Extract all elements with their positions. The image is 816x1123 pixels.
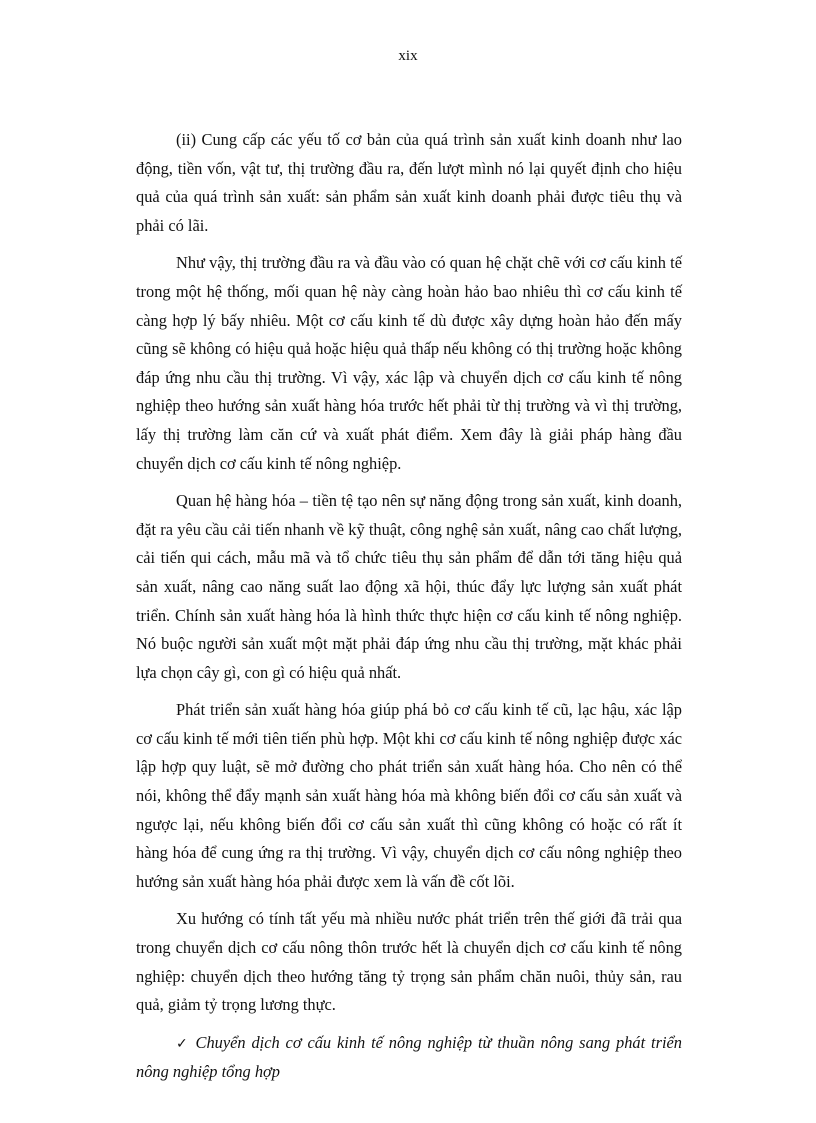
paragraph: (ii) Cung cấp các yếu tố cơ bản của quá trình sản xuất kinh doanh như lao động, tiền vốn, vật tư, thị trường đầu ra, đến lượt mình nó lại quyết định cho hiệu quả của quá trình sản xuất: sản phẩm sản xuất kinh doanh phải được tiêu thụ và phải có lãi. [136, 130, 682, 235]
section-subheading [136, 1029, 682, 1087]
paragraph: Phát triển sản xuất hàng hóa giúp phá bỏ cơ cấu kinh tế cũ, lạc hậu, xác lập cơ cấu kinh tế mới tiên tiến phù hợp. Một khi cơ cấu kinh tế nông nghiệp được xác lập hợp quy luật, sẽ mở đường cho phát triển sản xuất hàng hóa. Cho nên có thể nói, không thể đẩy mạnh sản xuất hàng hóa mà không biến đổi cơ cấu sản xuất và ngược lại, nếu không biến đổi cơ cấu sản xuất thì cũng không có hoặc có rất ít hàng hóa để cung ứng ra thị trường. Vì vậy, chuyển dịch cơ cấu nông nghiệp theo hướng sản xuất hàng hóa phải được xem là vấn đề cốt lõi. [136, 700, 682, 891]
paragraph: Như vậy, thị trường đầu ra và đầu vào có quan hệ chặt chẽ với cơ cấu kinh tế trong một hệ thống, mối quan hệ này càng hoàn hảo bao nhiêu thì cơ cấu kinh tế càng hợp lý bấy nhiêu. Một cơ cấu kinh tế dù được xây dựng hoàn hảo đến mấy cũng sẽ không có hiệu quả hoặc hiệu quả thấp nếu không có thị trường hoặc không đáp ứng nhu cầu thị trường. Vì vậy, xác lập và chuyển dịch cơ cấu kinh tế nông nghiệp theo hướng sản xuất hàng hóa trước hết phải từ thị trường và vì thị trường, lấy thị trường làm căn cứ và xuất phát điểm. Xem đây là giải pháp hàng đầu chuyển dịch cơ cấu kinh tế nông nghiệp. [136, 253, 682, 473]
paragraph: Quan hệ hàng hóa – tiền tệ tạo nên sự năng động trong sản xuất, kinh doanh, đặt ra yêu cầu cải tiến nhanh về kỹ thuật, công nghệ sản xuất, nâng cao chất lượng, cải tiến qui cách, mẫu mã và tổ chức tiêu thụ sản phẩm để dẫn tới tăng hiệu quả sản xuất, nâng cao năng suất lao động xã hội, thúc đẩy lực lượng sản xuất phát triển. Chính sản xuất hàng hóa là hình thức thực hiện cơ cấu kinh tế nông nghiệp. Nó buộc người sản xuất một mặt phải đáp ứng nhu cầu thị trường, mặt khác phải lựa chọn cây gì, con gì có hiệu quả nhất. [136, 491, 682, 682]
check-icon: ✓ [176, 1035, 190, 1052]
subheading-text: Chuyển dịch cơ cấu kinh tế nông nghiệp từ thuần nông sang phát triển nông nghiệp tổng hợp [136, 1032, 682, 1082]
page-number: xix [398, 48, 418, 64]
paragraph: Xu hướng có tính tất yếu mà nhiều nước phát triển trên thế giới đã trải qua trong chuyển dịch cơ cấu nông thôn trước hết là chuyển dịch cơ cấu kinh tế nông nghiệp: chuyển dịch theo hướng tăng tỷ trọng sản phẩm chăn nuôi, thủy sản, rau quả, giảm tỷ trọng lương thực. [136, 909, 682, 1015]
document-body [136, 126, 682, 1087]
